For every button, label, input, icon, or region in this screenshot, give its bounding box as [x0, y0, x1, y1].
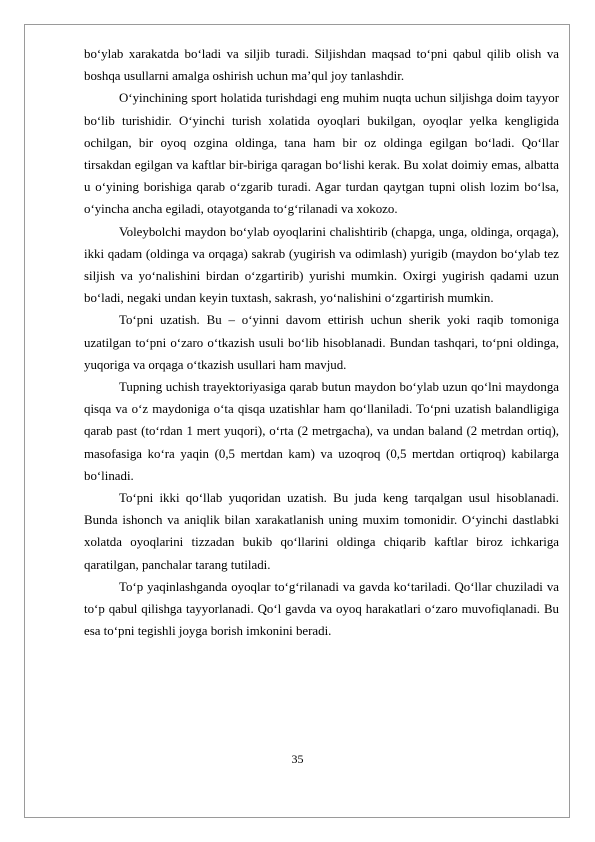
paragraph-movement: Voleybolchi maydon bo‘ylab oyoqlarini chalishtirib (chapga, unga, oldinga, orqaga), ikki qadam (oldinga va orqaga) sakrab (yugirish va odimlash) yurigib (maydon bo‘ylab tez siljish va yo‘nalishini birdan o‘zgartirib) yurishi mumkin. Oxirgi yugirish qadami uzun bo‘ladi, negaki undan keyin tuxtash, sakrash, yo‘nalishini o‘zgartirish mumkin. — [84, 224, 559, 306]
paragraph-passing: To‘pni uzatish. Bu – o‘yinni davom ettirish uchun sherik yoki raqib tomoniga uzatilgan to‘pni o‘zaro o‘tkazish usuli bo‘lib hisoblanadi. Bundan tashqari, to‘pni oldinga, yuqoriga va orqaga o‘tkazish usullari ham mavjud. — [84, 313, 559, 372]
paragraph-sport-stance: O‘yinchining sport holatida turishdagi eng muhim nuqta uchun siljishga doim tayyor bo‘lib turishidir. O‘yinchi turish xolatida oyoqlari bukilgan, oyoqlar yelka kengligida ochilgan, bir oyoq ozgina oldinga, tana ham bir oz oldinga egilgan bo‘ladi. Qo‘llar tirsakdan egilgan va kaftlar bir-biriga qaragan bo‘lishi kerak. Bu xolat doimiy emas, albatta u o‘yining borishiga qarab o‘zgarib turadi. Agar turdan qaytgan tupni olish lozim bo‘lsa, o‘yincha ancha egiladi, otayotganda to‘g‘rilanadi va xokozo. — [84, 91, 559, 217]
paragraph-continued: bo‘ylab xarakatda bo‘ladi va siljib turadi. Siljishdan maqsad to‘pni qabul qilib olish va boshqa usullarni amalga oshirish uchun ma’qul joy tanlashdir. — [84, 47, 559, 84]
document-body — [84, 43, 559, 642]
paragraph-ball-approach: To‘p yaqinlashganda oyoqlar to‘g‘rilanadi va gavda ko‘tariladi. Qo‘llar chuziladi va to‘p qabul qilishga tayyorlanadi. Qo‘l gavda va oyoq harakatlari o‘zaro muvofiqlanadi. Bu esa to‘pni tegishli joyga borish imkonini beradi. — [84, 579, 559, 639]
paragraph-overhead-pass: To‘pni ikki qo‘llab yuqoridan uzatish. Bu juda keng tarqalgan usul hisoblanadi. Bunda ishonch va aniqlik bilan xarakatlanish uning muxim tomonidir. O‘yinchi dastlabki xolatda oyoqlarini tizzadan bukib qo‘llarini oldinga chiqarib kaftlar biroz ichkariga qaratilgan, panchalar tarang tutiladi. — [84, 491, 559, 572]
paragraph-trajectory: Tupning uchish trayektoriyasiga qarab butun maydon bo‘ylab uzun qo‘lni maydonga qisqa va o‘z maydoniga o‘ta qisqa uzatishlar ham qo‘llaniladi. To‘pni uzatish balandligiga qarab past (to‘rdan 1 mert yuqori), o‘rta (2 metrgacha), va undan baland (2 metrdan ortiq), masofasiga ko‘ra yaqin (0,5 mertdan kam) va uzoqroq (0,5 mertdan ortiqroq) kabilarga bo‘linadi. — [84, 380, 559, 483]
page-number: 35 — [291, 752, 304, 766]
